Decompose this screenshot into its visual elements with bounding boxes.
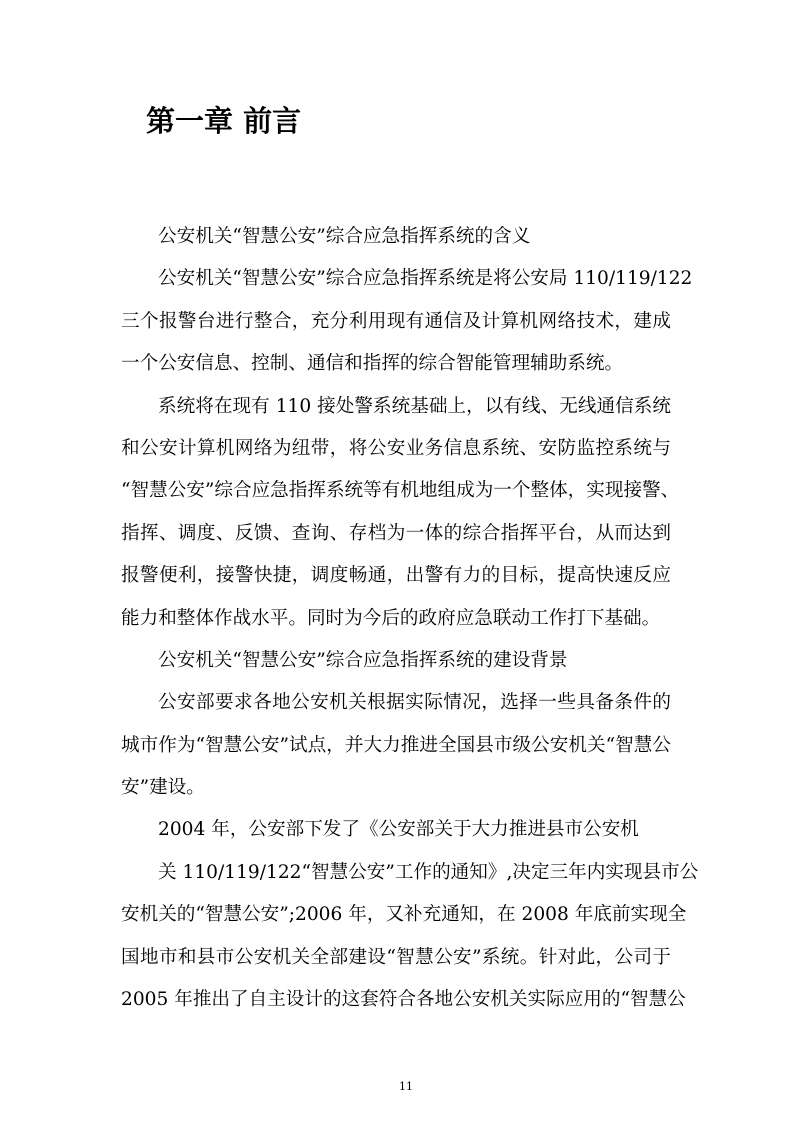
text-line: 公安部要求各地公安机关根据实际情况，选择一些具备条件的 bbox=[158, 692, 671, 714]
paragraph-system-platform bbox=[121, 386, 680, 640]
text-line: 和公安计算机网络为纽带，将公安业务信息系统、安防监控系统与 bbox=[121, 437, 671, 459]
text-line: 安机关的“智慧公安”;2006 年，又补充通知，在 2008 年底前实现全 bbox=[121, 904, 687, 926]
text-line: 国地市和县市公安机关全部建设“智慧公安”系统。针对此，公司于 bbox=[121, 946, 671, 968]
text-line: 一个公安信息、控制、通信和指挥的综合智能管理辅助系统。 bbox=[121, 353, 624, 375]
text-line: 公安机关“智慧公安”综合应急指挥系统的含义 bbox=[158, 226, 531, 247]
paragraph-ministry-requirement bbox=[121, 682, 671, 809]
section-heading-meaning bbox=[121, 216, 671, 258]
section-heading-background bbox=[121, 640, 671, 682]
page-number: 11 bbox=[399, 1080, 413, 1093]
text-line: 指挥、调度、反馈、查询、存档为一体的综合指挥平台，从而达到 bbox=[121, 522, 671, 544]
body-text bbox=[121, 216, 699, 1021]
text-line: 2005 年推出了自主设计的这套符合各地公安机关实际应用的“智慧公 bbox=[121, 989, 686, 1011]
chapter-title: 第一章 前言 bbox=[146, 104, 302, 138]
text-line: 关 110/119/122“智慧公安”工作的通知》,决定三年内实现县市公 bbox=[158, 861, 699, 883]
text-line: 城市作为“智慧公安”试点，并大力推进全国县市级公安机关“智慧公 bbox=[121, 734, 671, 756]
text-line: 公安机关“智慧公安”综合应急指挥系统的建设背景 bbox=[158, 649, 568, 671]
paragraph-system-definition bbox=[121, 258, 693, 385]
text-line: 安”建设。 bbox=[121, 777, 205, 799]
paragraph-notice-continuation bbox=[121, 852, 699, 1022]
text-line: 能力和整体作战水平。同时为今后的政府应急联动工作打下基础。 bbox=[121, 607, 661, 629]
text-line: 系统将在现有 110 接处警系统基础上，以有线、无线通信系统 bbox=[158, 395, 671, 417]
text-line: 公安机关“智慧公安”综合应急指挥系统是将公安局 110/119/122 bbox=[158, 268, 693, 290]
text-line: 2004 年，公安部下发了《公安部关于大力推进县市公安机 bbox=[158, 819, 639, 841]
text-line: 三个报警台进行整合，充分利用现有通信及计算机网络技术，建成 bbox=[121, 310, 671, 332]
text-line: “智慧公安”综合应急指挥系统等有机地组成为一个整体，实现接警、 bbox=[121, 480, 680, 502]
paragraph-2004-notice bbox=[121, 809, 671, 851]
text-line: 报警便利，接警快捷，调度畅通，出警有力的目标，提高快速反应 bbox=[121, 565, 671, 587]
